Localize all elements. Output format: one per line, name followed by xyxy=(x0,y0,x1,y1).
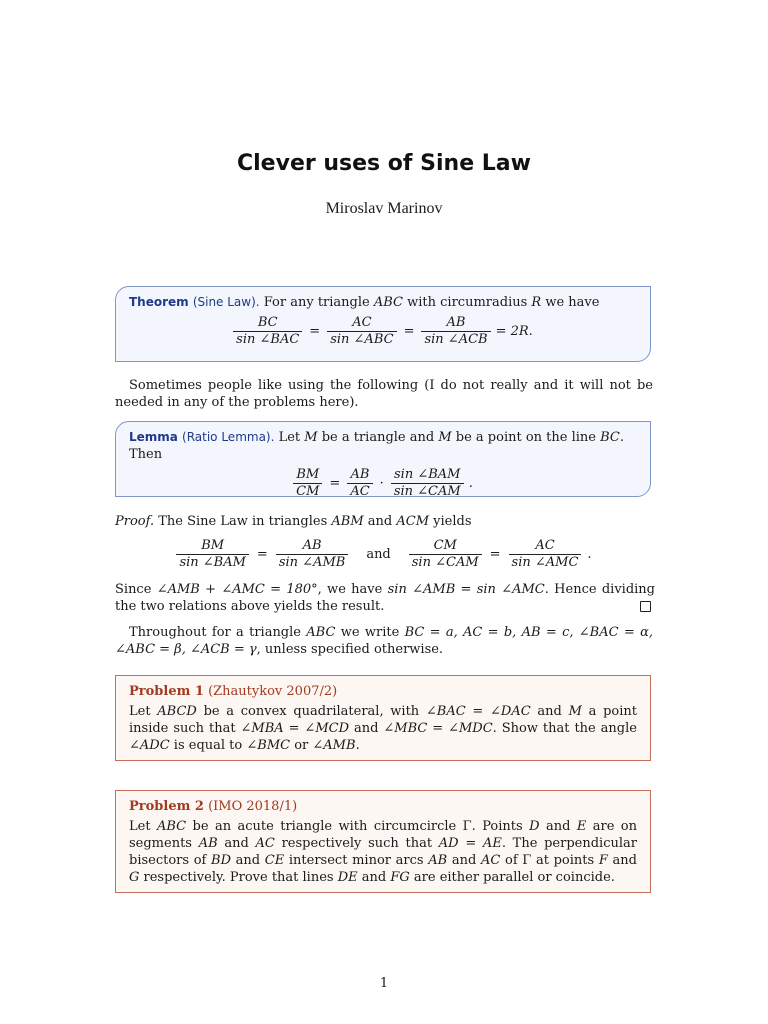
proof-label: Proof. xyxy=(115,514,155,529)
fraction-denominator: AC xyxy=(347,483,372,500)
problem-1-box xyxy=(115,675,651,761)
problem-math: G xyxy=(129,870,140,885)
problem-text: are either parallel or coincide. xyxy=(409,870,615,885)
lemma-var: BC xyxy=(600,430,620,445)
equals-sign: = xyxy=(489,547,501,562)
problem-text: and xyxy=(539,819,577,834)
fraction-numerator: CM xyxy=(433,538,457,553)
fraction-numerator: AB xyxy=(350,467,370,482)
equals-sign: = xyxy=(309,324,321,339)
problem-text: be a convex quadrilateral, with xyxy=(196,704,426,719)
equals-sign: = xyxy=(256,547,268,562)
sine-law-equation xyxy=(129,315,637,348)
proof-math: sin ∠AMB = sin ∠AMC xyxy=(387,582,545,597)
lemma-label: Lemma xyxy=(129,430,178,444)
problem-math: BD xyxy=(211,853,232,868)
equals-sign: = xyxy=(403,324,415,339)
fraction xyxy=(276,538,348,571)
lemma-var: M xyxy=(438,430,452,445)
fraction xyxy=(347,467,372,500)
problem-math: E xyxy=(576,819,587,834)
fraction xyxy=(233,315,302,348)
fraction xyxy=(327,315,396,348)
problem-text: intersect minor arcs xyxy=(284,853,429,868)
proof-text: Since xyxy=(115,582,157,597)
fraction-numerator: AC xyxy=(352,315,372,330)
proof-intro xyxy=(115,513,653,530)
problem-text: and xyxy=(217,836,256,851)
problem-text: is equal to xyxy=(169,738,247,753)
problem-text: are on segments xyxy=(129,819,638,851)
proof-var: ACM xyxy=(396,514,430,529)
problem-text: respectively such that xyxy=(274,836,439,851)
equation-result: = 2R. xyxy=(495,324,533,339)
problem-math: FG xyxy=(390,870,410,885)
problem-text: and xyxy=(349,721,384,736)
problem-math: F xyxy=(598,853,608,868)
problem-text: and xyxy=(357,870,391,885)
proof-var: ABM xyxy=(331,514,364,529)
problem-2-statement xyxy=(129,818,637,886)
problem-math: ABC xyxy=(156,819,187,834)
problem-math: AD = AE xyxy=(438,836,502,851)
fraction xyxy=(409,538,482,571)
fraction-denominator: sin ∠BAC xyxy=(233,331,302,348)
theorem-statement xyxy=(129,294,637,311)
proof-text: yields xyxy=(429,514,472,529)
problem-text: respectively. Prove that lines xyxy=(139,870,338,885)
ratio-lemma-equation xyxy=(129,467,637,500)
problem-text: . The perpendicular bisectors of xyxy=(129,836,637,868)
problem-text: a point inside such that xyxy=(129,704,638,736)
theorem-var: R xyxy=(531,295,542,310)
problem-math: DE xyxy=(337,870,358,885)
problem-text: . Show that the angle xyxy=(492,721,637,736)
proof-text: and xyxy=(363,514,397,529)
theorem-label: Theorem xyxy=(129,295,189,309)
problem-math: AC xyxy=(255,836,275,851)
notation-math: ABC xyxy=(306,625,336,640)
notation-paragraph xyxy=(115,624,653,658)
and-word: and xyxy=(366,547,391,562)
problem-label: Problem 2 xyxy=(129,799,204,814)
problem-math: AC xyxy=(480,853,501,868)
dot-operator: · xyxy=(379,476,384,491)
fraction-numerator: sin ∠BAM xyxy=(394,467,461,482)
notation-text: , unless specified otherwise. xyxy=(256,642,444,657)
fraction-denominator: sin ∠ACB xyxy=(421,331,490,348)
theorem-var: ABC xyxy=(373,295,403,310)
theorem-box xyxy=(115,286,651,362)
proof-equation xyxy=(115,538,653,571)
lemma-var: M xyxy=(304,430,318,445)
fraction-denominator: sin ∠BAM xyxy=(176,554,248,571)
equation-end: . xyxy=(468,476,473,491)
lemma-statement xyxy=(129,429,637,463)
problem-text: Let xyxy=(129,704,158,719)
author-name: Miroslav Marinov xyxy=(325,200,443,217)
proof-text: . Hence dividing the two relations above yields the result. xyxy=(115,582,656,614)
problem-2-box xyxy=(115,790,651,893)
proof-math: ∠AMB + ∠AMC = 180° xyxy=(156,582,318,597)
lemma-box xyxy=(115,421,651,497)
problem-text: and xyxy=(607,853,637,868)
lemma-text: be a triangle and xyxy=(317,430,439,445)
theorem-name: (Sine Law). xyxy=(192,295,260,309)
problem-2-heading xyxy=(129,798,637,815)
problem-text: and xyxy=(447,853,481,868)
fraction-denominator: sin ∠CAM xyxy=(391,483,464,500)
equals-sign: = xyxy=(329,476,341,491)
problem-math: AB xyxy=(428,853,448,868)
notation-text: Throughout for a triangle xyxy=(129,625,307,640)
proof-text: The Sine Law in triangles xyxy=(154,514,332,529)
problem-math: AB xyxy=(198,836,218,851)
problem-math: ∠MBC = ∠MDC xyxy=(383,721,493,736)
fraction xyxy=(293,467,322,500)
problem-text: of Γ at points xyxy=(500,853,599,868)
problem-text: Let xyxy=(129,819,157,834)
page-number: 1 xyxy=(379,976,389,991)
problem-source: (IMO 2018/1) xyxy=(208,799,298,814)
fraction-denominator: sin ∠CAM xyxy=(409,554,482,571)
notation-text: we write xyxy=(335,625,405,640)
theorem-text: we have xyxy=(541,295,600,310)
equation-end: . xyxy=(587,547,592,562)
fraction-numerator: BM xyxy=(296,467,320,482)
theorem-text: with circumradius xyxy=(403,295,532,310)
fraction-denominator: CM xyxy=(293,483,322,500)
fraction xyxy=(509,538,582,571)
problem-text: and xyxy=(231,853,265,868)
fraction-denominator: sin ∠ABC xyxy=(327,331,396,348)
lemma-name: (Ratio Lemma). xyxy=(182,430,275,444)
problem-text: be an acute triangle with circumcircle Γ. Points xyxy=(186,819,530,834)
problem-math: ∠ADC xyxy=(129,738,170,753)
problem-math: ∠MBA = ∠MCD xyxy=(240,721,350,736)
problem-label: Problem 1 xyxy=(129,684,204,699)
theorem-text: For any triangle xyxy=(263,295,374,310)
problem-math: CE xyxy=(264,853,285,868)
fraction-denominator: sin ∠AMC xyxy=(509,554,582,571)
fraction-denominator: sin ∠AMB xyxy=(276,554,348,571)
problem-math: D xyxy=(529,819,540,834)
problem-math: ∠BAC = ∠DAC xyxy=(425,704,531,719)
problem-text: . xyxy=(355,738,360,753)
problem-math: M xyxy=(568,704,582,719)
fraction-numerator: BM xyxy=(201,538,225,553)
problem-math: ∠BMC xyxy=(246,738,291,753)
fraction xyxy=(421,315,490,348)
problem-text: or xyxy=(290,738,313,753)
intro-paragraph: Sometimes people like using the following (I do not really and it will not be needed in any of the problems here). xyxy=(115,378,653,410)
lemma-text: . Then xyxy=(129,430,624,462)
problem-math: ∠AMB xyxy=(312,738,356,753)
document-title: Clever uses of Sine Law xyxy=(237,151,531,176)
fraction-numerator: AB xyxy=(302,538,322,553)
lemma-text: Let xyxy=(278,430,305,445)
problem-text: and xyxy=(530,704,569,719)
proof-text: , we have xyxy=(317,582,388,597)
problem-source: (Zhautykov 2007/2) xyxy=(208,684,338,699)
problem-1-heading xyxy=(129,683,637,700)
notation-math: BC = a, AC = b, AB = c, ∠BAC = α, ∠ABC = β, ∠ACB = γ xyxy=(115,625,653,657)
fraction-numerator: AC xyxy=(535,538,555,553)
problem-math: ABCD xyxy=(157,704,197,719)
fraction xyxy=(176,538,248,571)
qed-symbol xyxy=(640,601,651,612)
proof-conclusion xyxy=(115,581,655,615)
fraction-numerator: BC xyxy=(257,315,278,330)
fraction-numerator: AB xyxy=(446,315,466,330)
fraction xyxy=(391,467,464,500)
lemma-text: be a point on the line xyxy=(451,430,601,445)
problem-1-statement xyxy=(129,703,637,754)
